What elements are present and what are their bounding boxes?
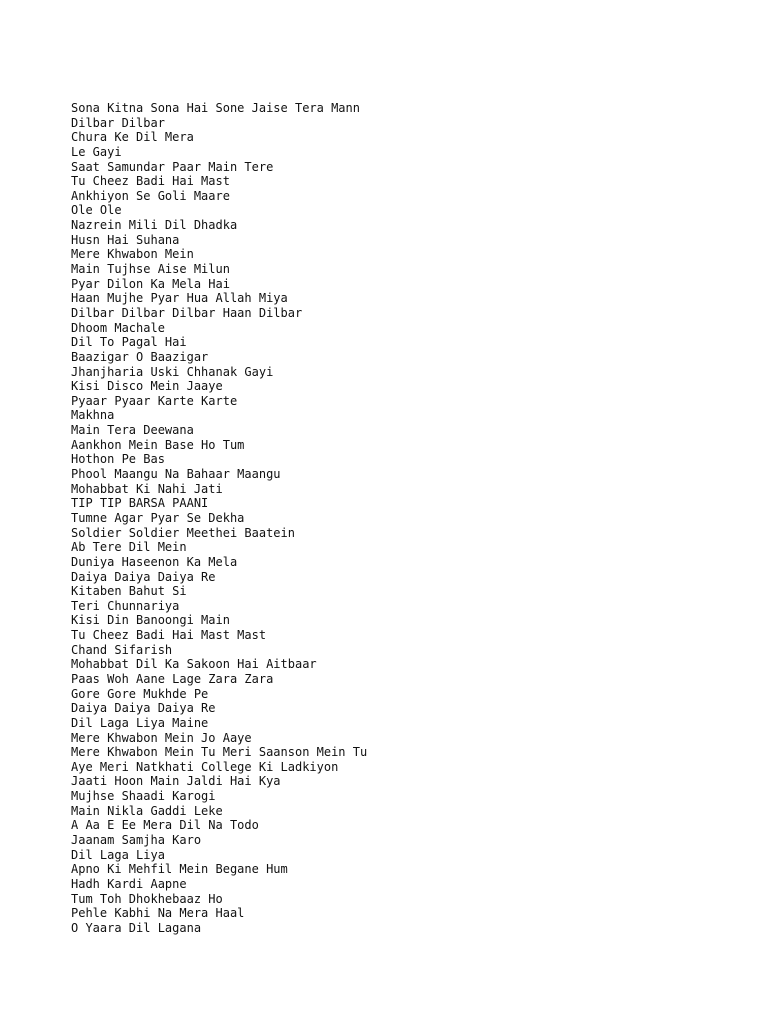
song-title: Jaati Hoon Main Jaldi Hai Kya (71, 774, 281, 789)
song-title: Haan Mujhe Pyar Hua Allah Miya (71, 291, 288, 306)
song-title: Makhna (71, 408, 115, 423)
song-title: O Yaara Dil Lagana (71, 920, 202, 935)
song-title: Tumne Agar Pyar Se Dekha (71, 510, 245, 525)
song-title: Main Tera Deewana (71, 423, 194, 438)
song-title: Saat Samundar Paar Main Tere (71, 159, 274, 174)
song-title: Hadh Kardi Aapne (71, 876, 187, 891)
song-title: Main Tujhse Aise Milun (71, 262, 230, 277)
song-title: Le Gayi (71, 144, 122, 159)
song-title: Aankhon Mein Base Ho Tum (71, 437, 245, 452)
song-title: Duniya Haseenon Ka Mela (71, 554, 238, 569)
song-title: Mere Khwabon Mein Jo Aaye (71, 730, 252, 745)
song-title: Chura Ke Dil Mera (71, 130, 194, 145)
song-title: Mere Khwabon Mein (71, 247, 194, 262)
song-title: Pehle Kabhi Na Mera Haal (71, 906, 245, 921)
song-title: Hothon Pe Bas (71, 452, 165, 467)
song-title: Dhoom Machale (71, 320, 165, 335)
song-title: Daiya Daiya Daiya Re (71, 701, 216, 716)
song-title: Mujhse Shaadi Karogi (71, 789, 216, 804)
song-title: Pyaar Pyaar Karte Karte (71, 393, 238, 408)
song-title: Chand Sifarish (71, 642, 173, 657)
song-title: Kisi Disco Mein Jaaye (71, 379, 223, 394)
song-title: Jaanam Samjha Karo (71, 833, 202, 848)
song-title: Tum Toh Dhokhebaaz Ho (71, 891, 223, 906)
song-title: A Aa E Ee Mera Dil Na Todo (71, 818, 259, 833)
song-title: Daiya Daiya Daiya Re (71, 569, 216, 584)
song-title: Tu Cheez Badi Hai Mast Mast (71, 628, 267, 643)
song-title: Mere Khwabon Mein Tu Meri Saanson Mein Tu (71, 745, 368, 760)
song-title: Paas Woh Aane Lage Zara Zara (71, 671, 274, 686)
song-title: Nazrein Mili Dil Dhadka (71, 218, 238, 233)
song-title: Mohabbat Dil Ka Sakoon Hai Aitbaar (71, 657, 317, 672)
song-title: Tu Cheez Badi Hai Mast (71, 174, 230, 189)
song-title: Main Nikla Gaddi Leke (71, 803, 223, 818)
song-title: Dilbar Dilbar (71, 115, 165, 130)
song-title: Kisi Din Banoongi Main (71, 613, 230, 628)
song-list (71, 101, 367, 936)
song-title: Ankhiyon Se Goli Maare (71, 188, 230, 203)
song-title: Dilbar Dilbar Dilbar Haan Dilbar (71, 305, 303, 320)
song-title: Jhanjharia Uski Chhanak Gayi (71, 364, 274, 379)
song-title: Husn Hai Suhana (71, 232, 180, 247)
song-title: Sona Kitna Sona Hai Sone Jaise Tera Mann (71, 101, 360, 115)
song-title: Apno Ki Mehfil Mein Begane Hum (71, 862, 288, 877)
song-title: Gore Gore Mukhde Pe (71, 686, 209, 701)
song-title: Phool Maangu Na Bahaar Maangu (71, 467, 281, 482)
song-title: Baazigar O Baazigar (71, 349, 209, 364)
song-title: Soldier Soldier Meethei Baatein (71, 525, 295, 540)
song-title: Ab Tere Dil Mein (71, 540, 187, 555)
song-title: Dil To Pagal Hai (71, 335, 187, 350)
song-title: Ole Ole (71, 203, 122, 218)
song-title: TIP TIP BARSA PAANI (71, 496, 209, 511)
song-title: Aye Meri Natkhati College Ki Ladkiyon (71, 759, 339, 774)
song-title: Kitaben Bahut Si (71, 584, 187, 599)
song-title: Mohabbat Ki Nahi Jati (71, 481, 223, 496)
song-title: Dil Laga Liya Maine (71, 715, 209, 730)
song-title: Teri Chunnariya (71, 598, 180, 613)
song-title: Dil Laga Liya (71, 847, 165, 862)
song-title: Pyar Dilon Ka Mela Hai (71, 276, 230, 291)
